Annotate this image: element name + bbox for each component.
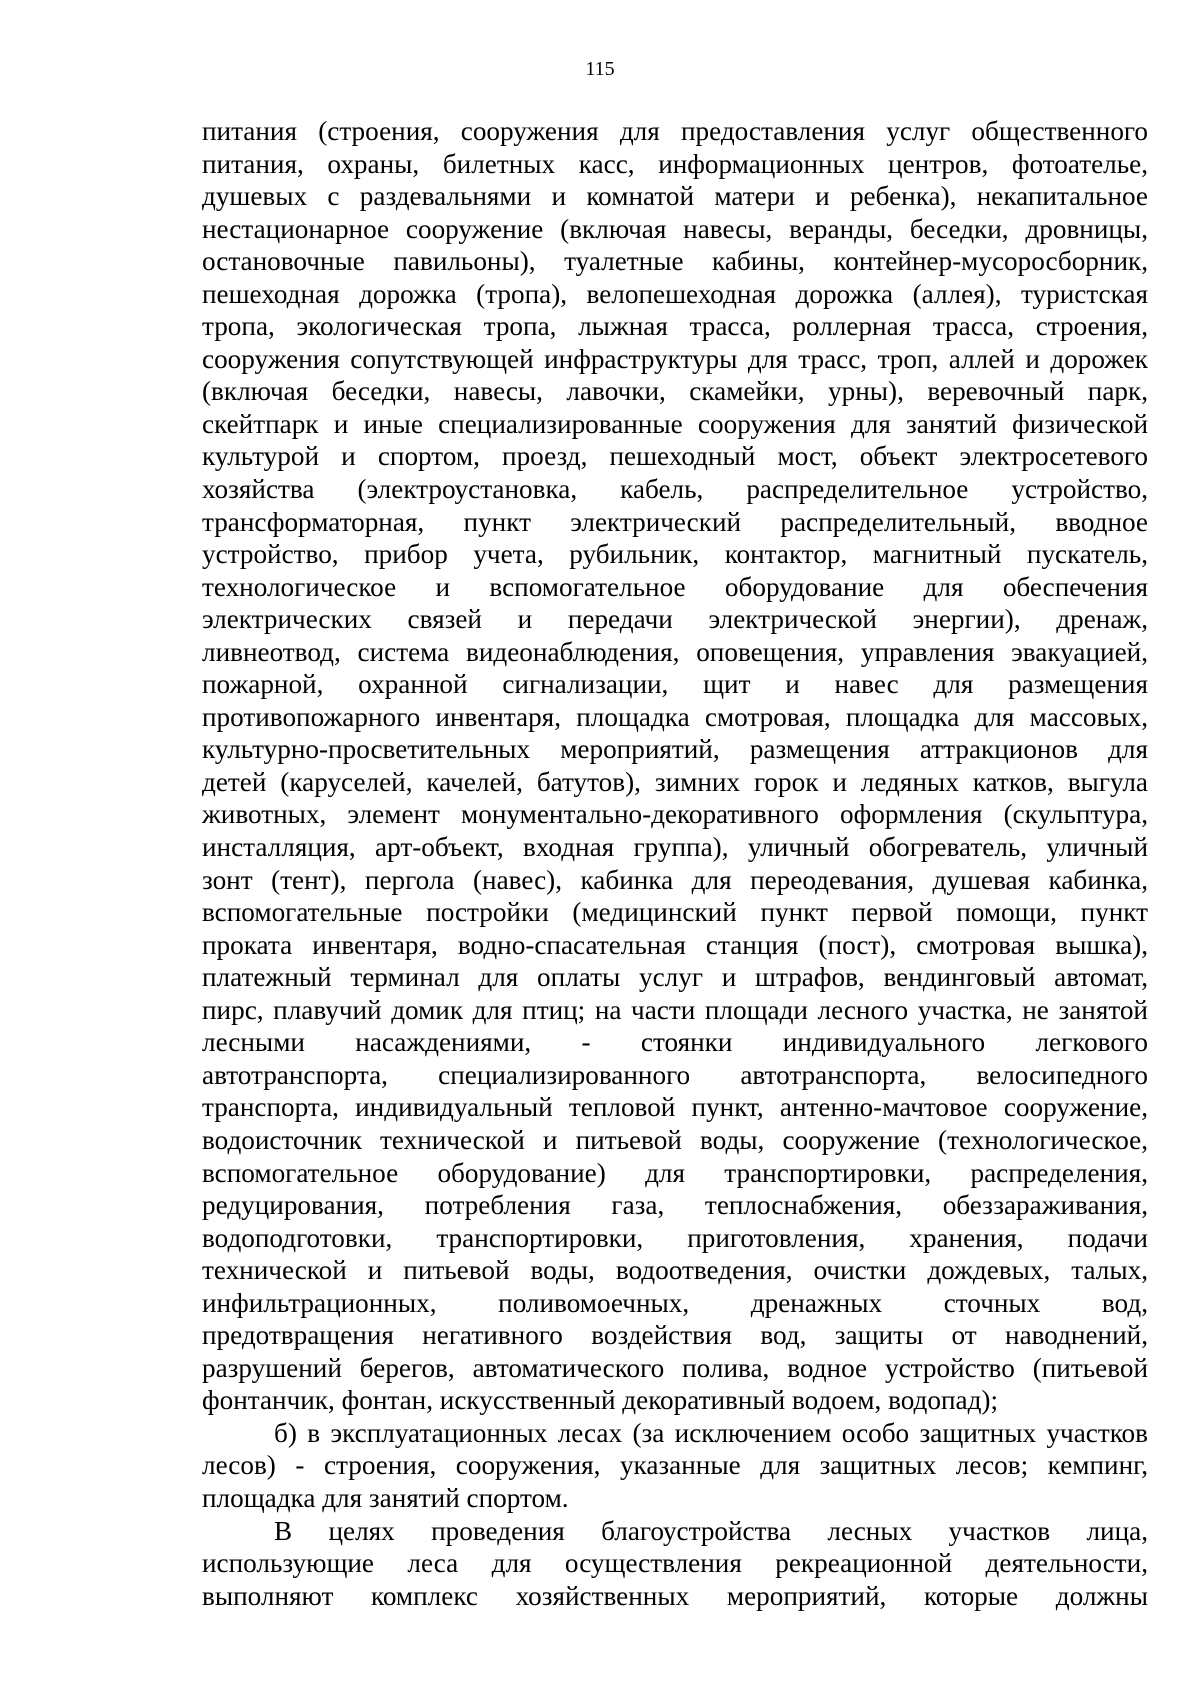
text-line: нестационарное сооружение (включая навесы, веранды, беседки, дровницы, <box>202 213 1148 244</box>
text-line: использующие леса для осуществления рекреационной деятельности, <box>202 1548 1148 1579</box>
body-text <box>202 115 1148 1612</box>
text-line: разрушений берегов, автоматического полива, водное устройство (питьевой <box>202 1352 1148 1383</box>
paragraph-3 <box>202 1515 1148 1613</box>
text-line: фонтанчик, фонтан, искусственный декоративный водоем, водопад); <box>202 1385 999 1416</box>
text-line: противопожарного инвентаря, площадка смотровая, площадка для массовых, <box>202 701 1148 732</box>
text-line: проката инвентаря, водно-спасательная станция (пост), смотровая вышка), <box>202 929 1148 960</box>
text-line: б) в эксплуатационных лесах (за исключением особо защитных участков <box>274 1417 1148 1448</box>
text-line: устройство, прибор учета, рубильник, контактор, магнитный пускатель, <box>202 539 1148 570</box>
text-line: автотранспорта, специализированного автотранспорта, велосипедного <box>202 1059 1148 1090</box>
text-line: ливнеотвод, система видеонаблюдения, оповещения, управления эвакуацией, <box>202 636 1148 667</box>
text-line: зонт (тент), пергола (навес), кабинка для переодевания, душевая кабинка, <box>202 864 1148 895</box>
text-line: транспорта, индивидуальный тепловой пункт, антенно-мачтовое сооружение, <box>202 1092 1148 1123</box>
text-line: предотвращения негативного воздействия вод, защиты от наводнений, <box>202 1320 1148 1351</box>
text-line: тропа, экологическая тропа, лыжная трасса, роллерная трасса, строения, <box>202 311 1148 342</box>
text-line: питания, охраны, билетных касс, информационных центров, фотоателье, <box>202 148 1148 179</box>
text-line: пешеходная дорожка (тропа), велопешеходная дорожка (аллея), туристская <box>202 278 1148 309</box>
text-line: животных, элемент монументально-декоративного оформления (скульптура, <box>202 799 1148 830</box>
text-line: технологическое и вспомогательное оборудование для обеспечения <box>202 571 1148 602</box>
text-line: пожарной, охранной сигнализации, щит и навес для размещения <box>202 669 1148 700</box>
text-line: технической и питьевой воды, водоотведения, очистки дождевых, талых, <box>202 1255 1148 1286</box>
text-line: душевых с раздевальнями и комнатой матери и ребенка), некапитальное <box>202 181 1148 212</box>
text-line: сооружения сопутствующей инфраструктуры для трасс, троп, аллей и дорожек <box>202 343 1148 374</box>
text-line: детей (каруселей, качелей, батутов), зимних горок и ледяных катков, выгула <box>202 766 1148 797</box>
paragraph-1 <box>202 115 1148 1417</box>
text-line: платежный терминал для оплаты услуг и штрафов, вендинговый автомат, <box>202 962 1148 993</box>
text-line: вспомогательное оборудование) для транспортировки, распределения, <box>202 1157 1148 1188</box>
text-line: вспомогательные постройки (медицинский пункт первой помощи, пункт <box>202 897 1148 928</box>
text-line: инфильтрационных, поливомоечных, дренажных сточных вод, <box>202 1287 1148 1318</box>
text-line: инсталляция, арт-объект, входная группа), уличный обогреватель, уличный <box>202 832 1148 863</box>
text-line: водоисточник технической и питьевой воды, сооружение (технологическое, <box>202 1124 1148 1155</box>
page-number: 115 <box>585 58 615 80</box>
text-line: лесов) - строения, сооружения, указанные для защитных лесов; кемпинг, <box>202 1450 1148 1481</box>
text-line: скейтпарк и иные специализированные сооружения для занятий физической <box>202 408 1148 439</box>
text-line: трансформаторная, пункт электрический распределительный, вводное <box>202 506 1148 537</box>
text-line: остановочные павильоны), туалетные кабины, контейнер-мусоросборник, <box>202 246 1148 277</box>
text-line: хозяйства (электроустановка, кабель, распределительное устройство, <box>202 474 1148 505</box>
text-line: культурой и спортом, проезд, пешеходный мост, объект электросетевого <box>202 441 1148 472</box>
text-line: В целях проведения благоустройства лесных участков лица, <box>274 1515 1148 1546</box>
text-line: пирс, плавучий домик для птиц; на части площади лесного участка, не занятой <box>202 994 1148 1025</box>
text-line: лесными насаждениями, - стоянки индивидуального легкового <box>202 1027 1148 1058</box>
text-line: питания (строения, сооружения для предоставления услуг общественного <box>202 116 1148 146</box>
text-line: (включая беседки, навесы, лавочки, скамейки, урны), веревочный парк, <box>202 376 1148 407</box>
text-line: редуцирования, потребления газа, теплоснабжения, обеззараживания, <box>202 1190 1148 1221</box>
text-line: выполняют комплекс хозяйственных мероприятий, которые должны <box>202 1580 1148 1611</box>
text-line: водоподготовки, транспортировки, приготовления, хранения, подачи <box>202 1222 1148 1253</box>
text-line: электрических связей и передачи электрической энергии), дренаж, <box>202 604 1148 635</box>
paragraph-2 <box>202 1417 1148 1515</box>
text-line: культурно-просветительных мероприятий, размещения аттракционов для <box>202 734 1148 765</box>
text-line: площадка для занятий спортом. <box>202 1482 569 1513</box>
